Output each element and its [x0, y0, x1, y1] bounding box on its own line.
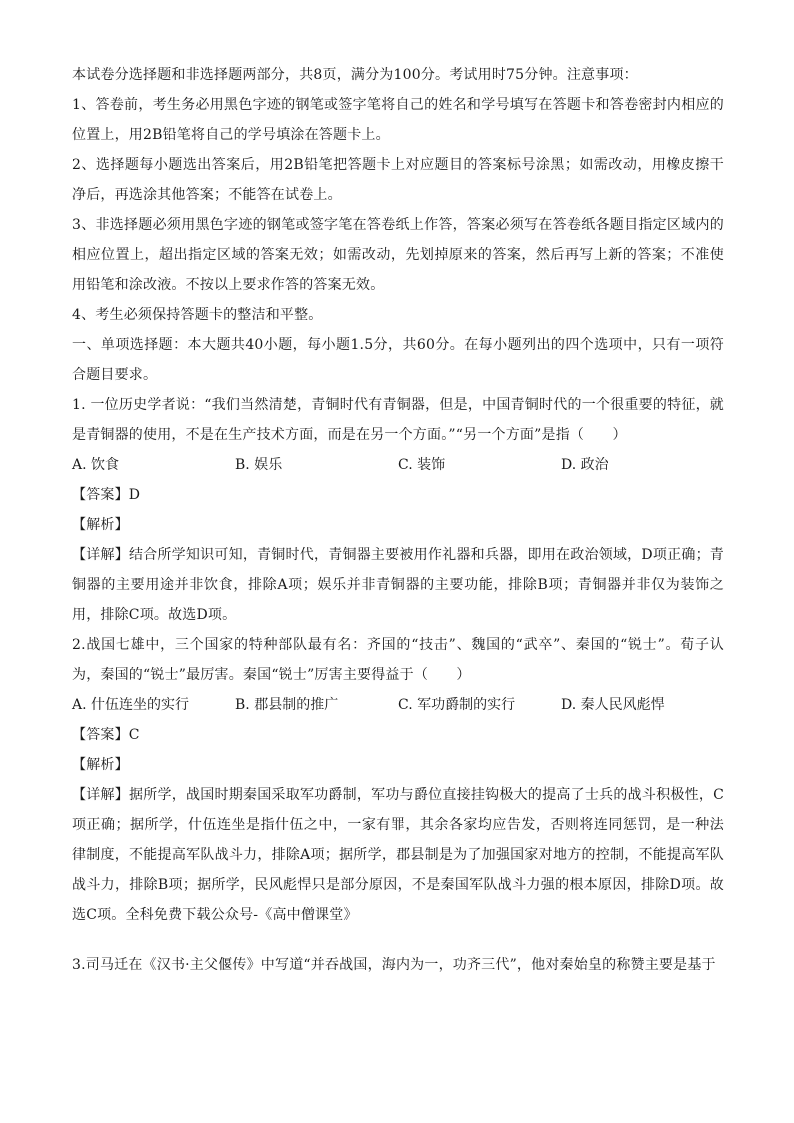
option-c: C. 装饰 [398, 457, 446, 473]
option-b: B. 娱乐 [235, 457, 283, 473]
option-b: B. 郡县制的推广 [235, 697, 339, 713]
question-options [72, 450, 724, 480]
answer: 【答案】C [72, 727, 140, 743]
intro-line: 4、考生必须保持答题卡的整洁和平整。 [72, 307, 323, 323]
option-a: A. 饮食 [72, 457, 120, 473]
option-c: C. 军功爵制的实行 [398, 697, 516, 713]
document-page [72, 60, 724, 980]
question-stem: 3.司马迁在《汉书·主父偃传》中写道“并吞战国，海内为一，功齐三代”，他对秦始皇的称赞主要是基于 [72, 957, 716, 973]
intro-line: 2、选择题每小题选出答案后，用2B铅笔把答题卡上对应题目的答案标号涂黑；如需改动，用橡皮擦干净后，再选涂其他答案；不能答在试卷上。 [72, 157, 724, 203]
answer: 【答案】D [72, 487, 141, 503]
analysis-detail: 【详解】结合所学知识可知，青铜时代，青铜器主要被用作礼器和兵器，即用在政治领域，D项正确；青铜器的主要用途并非饮食，排除A项；娱乐并非青铜器的主要功能，排除B项；青铜器并非仅为装饰之用，排除C项。故选D项。 [72, 547, 724, 623]
option-d: D. 秦人民风彪悍 [561, 697, 665, 713]
question-stem: 1. 一位历史学者说：“我们当然清楚，青铜时代有青铜器，但是，中国青铜时代的一个很重要的特征，就是青铜器的使用，不是在生产技术方面，而是在另一个方面。”“另一个方面”是指（ ） [72, 397, 724, 443]
intro-line: 1、答卷前，考生务必用黑色字迹的钢笔或签字笔将自己的姓名和学号填写在答题卡和答卷密封内相应的位置上，用2B铅笔将自己的学号填涂在答题卡上。 [72, 97, 724, 143]
analysis-label: 【解析】 [72, 757, 129, 773]
question-options [72, 690, 724, 720]
intro-line: 本试卷分选择题和非选择题两部分，共8页，满分为100分。考试用时75分钟。注意事项： [72, 67, 638, 83]
option-a: A. 什伍连坐的实行 [72, 697, 190, 713]
analysis-label: 【解析】 [72, 517, 129, 533]
section-title: 一、单项选择题：本大题共40小题，每小题1.5分，共60分。在每小题列出的四个选项中，只有一项符合题目要求。 [72, 337, 724, 383]
question-stem: 2.战国七雄中，三个国家的特种部队最有名：齐国的“技击”、魏国的“武卒”、秦国的“锐士”。荀子认为，秦国的“锐士”最厉害。秦国“锐士”厉害主要得益于（ ） [72, 637, 724, 683]
analysis-detail: 【详解】据所学，战国时期秦国采取军功爵制，军功与爵位直接挂钩极大的提高了士兵的战斗积极性，C项正确；据所学，什伍连坐是指什伍之中，一家有罪，其余各家均应告发，否则将连同惩罚，是一种法律制度，不能提高军队战斗力，排除A项；据所学，郡县制是为了加强国家对地方的控制，不能提高军队战斗力，排除B项；据所学，民风彪悍只是部分原因，不是秦国军队战斗力强的根本原因，排除D项。故选C项。全科免费下载公众号-《高中僧课堂》 [72, 787, 724, 923]
spacer [72, 930, 724, 950]
intro-line: 3、非选择题必须用黑色字迹的钢笔或签字笔在答卷纸上作答，答案必须写在答卷纸各题目指定区域内的相应位置上，超出指定区域的答案无效；如需改动，先划掉原来的答案，然后再写上新的答案；不准使用铅笔和涂改液。不按以上要求作答的答案无效。 [72, 217, 724, 293]
option-d: D. 政治 [561, 457, 609, 473]
